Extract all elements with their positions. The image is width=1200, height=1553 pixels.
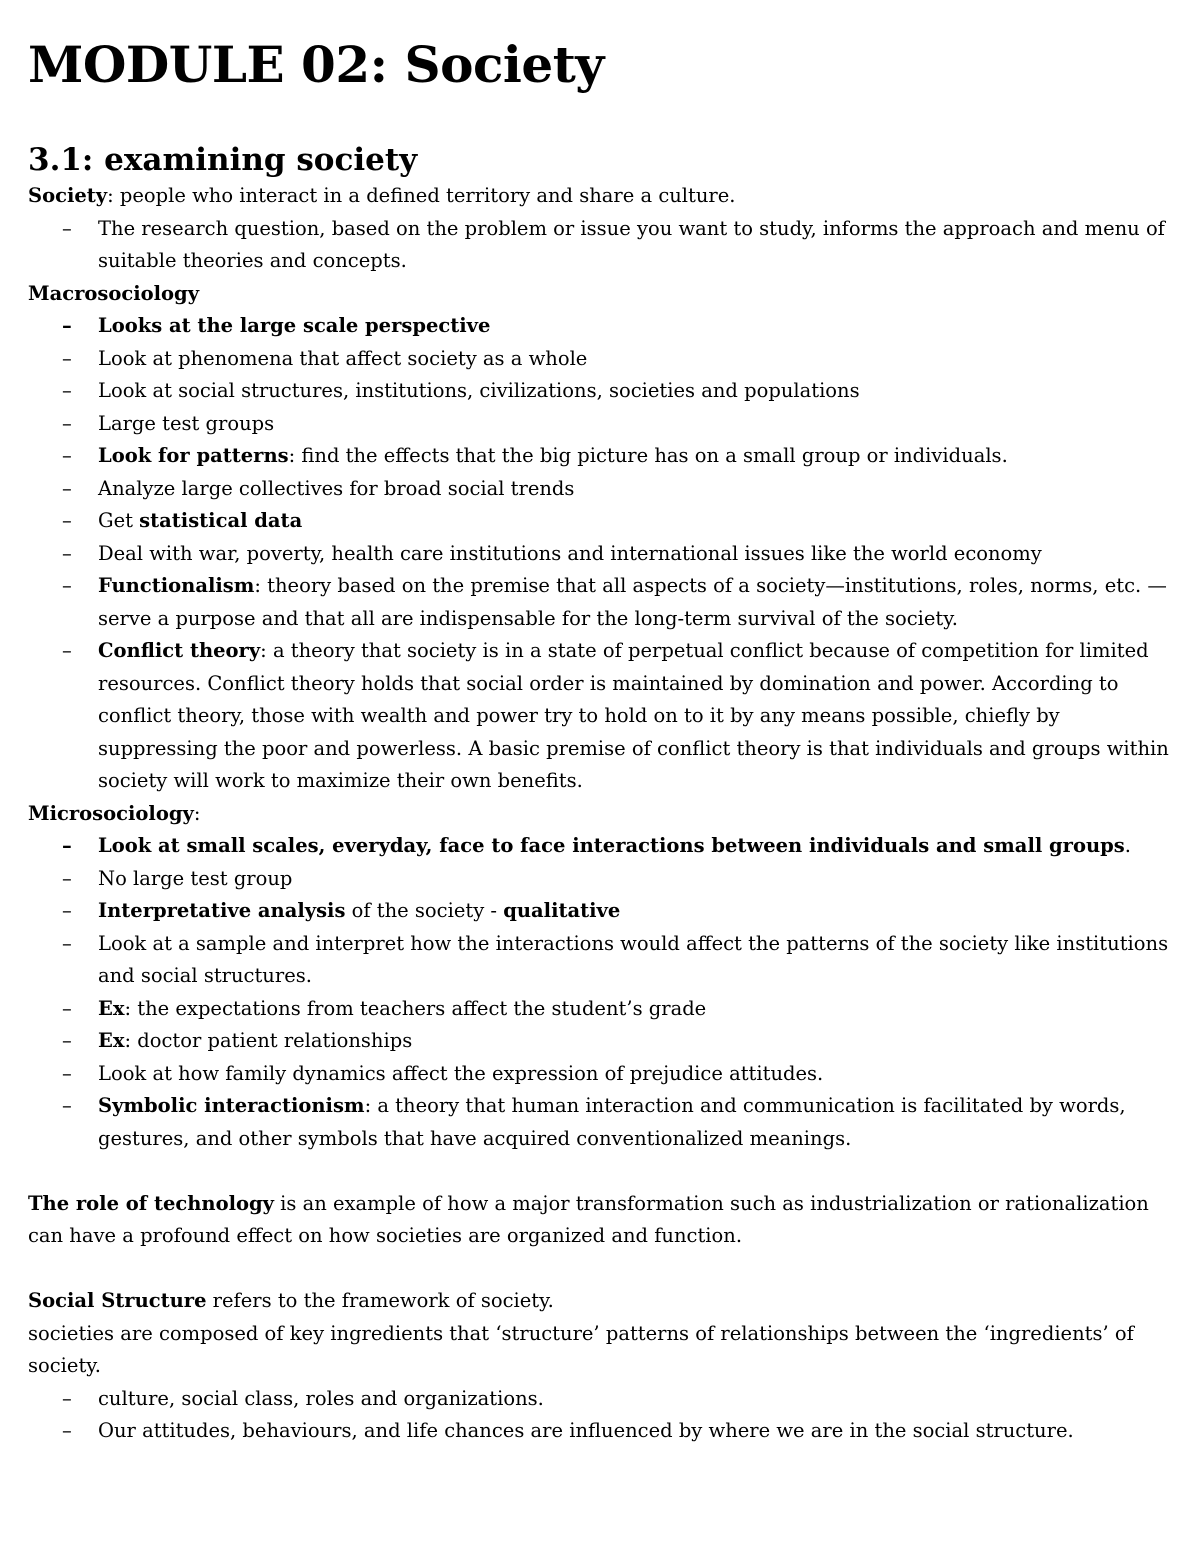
list-item-text: Look at phenomena that affect society as a whole bbox=[98, 346, 588, 370]
list-item bbox=[28, 473, 1180, 506]
list-item bbox=[28, 440, 1180, 473]
list-item-text: Looks at the large scale perspective bbox=[98, 314, 491, 337]
list-item-text: : a theory that human interaction and communication is facilitated by words, gestures, and other symbols that have acquired conventionalized meanings. bbox=[98, 1094, 1126, 1150]
list-item-text: Our attitudes, behaviours, and life chances are influenced by where we are in the social structure. bbox=[98, 1419, 1074, 1442]
list-item-text: Look at social structures, institutions, civilizations, societies and populations bbox=[98, 379, 860, 402]
microsociology-colon: : bbox=[193, 801, 201, 825]
list-item bbox=[28, 505, 1180, 538]
list-item-term: Look at small scales, everyday, face to face interactions between individuals and small groups bbox=[98, 834, 1125, 857]
macrosociology-label: Macrosociology bbox=[28, 281, 200, 305]
document-body bbox=[28, 180, 1180, 1448]
technology-term: The role of technology bbox=[28, 1191, 274, 1215]
social-structure-paragraph bbox=[28, 1285, 1180, 1318]
list-item-text: Look at a sample and interpret how the interactions would affect the patterns of the society like institutions and social structures. bbox=[98, 931, 1169, 987]
list-item bbox=[28, 538, 1180, 571]
list-item-text: : a theory that society is in a state of perpetual conflict because of competition for limited resources. Conflict theory holds that social order is maintained by domination and power. According to conflict theory, those with wealth and power try to hold on to it by any means possible, chiefly by suppressing the poor and powerless. A basic premise of conflict theory is that individuals and groups within society will work to maximize their own benefits. bbox=[98, 639, 1169, 792]
list-item-term: Ex bbox=[98, 1029, 125, 1052]
list-item bbox=[28, 830, 1180, 863]
list-item bbox=[28, 570, 1180, 635]
social-structure-line: societies are composed of key ingredients that ‘structure’ patterns of relationships between the ‘ingredients’ of society. bbox=[28, 1321, 1134, 1377]
module-title: MODULE 02: Society bbox=[28, 35, 604, 94]
list-item-term: qualitative bbox=[503, 899, 621, 922]
list-item bbox=[28, 1058, 1180, 1091]
list-item bbox=[28, 993, 1180, 1026]
list-item-text: : find the effects that the big picture has on a small group or individuals. bbox=[288, 444, 1008, 467]
list-item-term: Functionalism bbox=[98, 574, 255, 597]
list-item-text: Deal with war, poverty, health care institutions and international issues like the world economy bbox=[98, 541, 1042, 565]
macrosociology-heading bbox=[28, 278, 1180, 311]
list-item bbox=[28, 1383, 1180, 1416]
list-item-term: statistical data bbox=[139, 509, 303, 532]
list-item bbox=[28, 213, 1180, 278]
social-structure-text: refers to the framework of society. bbox=[206, 1289, 554, 1312]
list-item bbox=[28, 863, 1180, 896]
list-item-text: The research question, based on the problem or issue you want to study, informs the approach and menu of suitable theories and concepts. bbox=[98, 216, 1165, 272]
list-item-text: Large test groups bbox=[98, 411, 275, 435]
spacer bbox=[28, 1155, 1180, 1188]
list-item bbox=[28, 635, 1180, 798]
list-item-term: Symbolic interactionism bbox=[98, 1094, 365, 1117]
list-item bbox=[28, 408, 1180, 441]
list-item-text: . bbox=[1124, 834, 1131, 857]
list-item-text: No large test group bbox=[98, 866, 293, 890]
technology-paragraph bbox=[28, 1188, 1180, 1253]
list-item bbox=[28, 343, 1180, 376]
spacer bbox=[28, 1253, 1180, 1286]
microsociology-bullets bbox=[28, 830, 1180, 1155]
list-item-text: : doctor patient relationships bbox=[124, 1029, 413, 1052]
list-item-text: culture, social class, roles and organizations. bbox=[98, 1386, 544, 1410]
social-structure-bullets bbox=[28, 1383, 1180, 1448]
list-item-term: Look for patterns bbox=[98, 444, 289, 467]
list-item-term: Conflict theory bbox=[98, 639, 261, 662]
microsociology-label: Microsociology bbox=[28, 801, 194, 825]
macrosociology-bullets bbox=[28, 310, 1180, 798]
list-item bbox=[28, 928, 1180, 993]
list-item bbox=[28, 1415, 1180, 1448]
list-item-text: Analyze large collectives for broad social trends bbox=[98, 476, 575, 500]
technology-text: is an example of how a major transformation such as industrialization or rationalization can have a profound effect on how societies are organized and function. bbox=[28, 1191, 1149, 1247]
list-item-text: : the expectations from teachers affect the student’s grade bbox=[124, 996, 707, 1020]
social-structure-term: Social Structure bbox=[28, 1289, 207, 1312]
section-heading: 3.1: examining society bbox=[28, 142, 418, 178]
list-item-text: : theory based on the premise that all aspects of a society—institutions, roles, norms, etc. —serve a purpose and that all are indispensable for the long-term survival of the society. bbox=[98, 574, 1167, 630]
society-definition bbox=[28, 180, 1180, 213]
list-item-text: Get bbox=[98, 509, 140, 532]
list-item bbox=[28, 1090, 1180, 1155]
list-item bbox=[28, 375, 1180, 408]
society-bullets bbox=[28, 213, 1180, 278]
list-item bbox=[28, 310, 1180, 343]
list-item bbox=[28, 895, 1180, 928]
list-item-term: Interpretative analysis bbox=[98, 899, 346, 922]
list-item-text: of the society - bbox=[345, 899, 504, 922]
microsociology-heading bbox=[28, 798, 1180, 831]
society-term: Society bbox=[28, 184, 108, 207]
list-item-text: Look at how family dynamics affect the expression of prejudice attitudes. bbox=[98, 1061, 824, 1085]
society-definition-text: : people who interact in a defined territory and share a culture. bbox=[107, 184, 736, 207]
list-item bbox=[28, 1025, 1180, 1058]
list-item-term: Ex bbox=[98, 996, 125, 1020]
